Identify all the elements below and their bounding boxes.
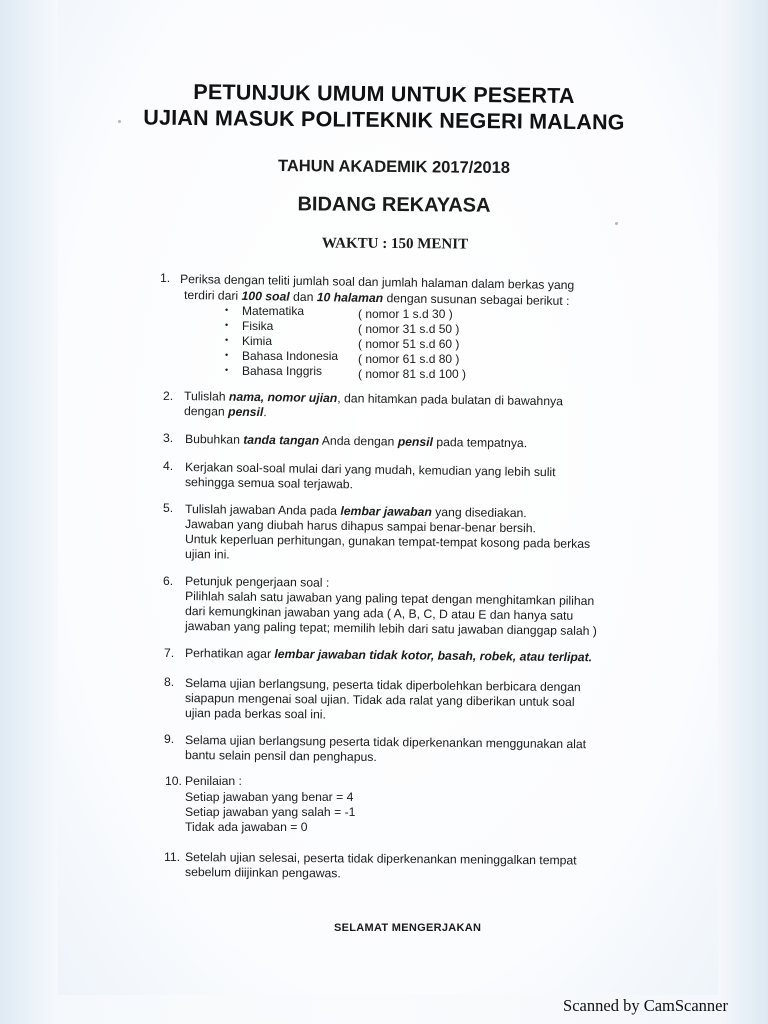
item-5-line4: ujian ini. (184, 547, 230, 562)
bullet-icon: • (225, 320, 229, 330)
item-5-line2: Jawaban yang diubah harus dihapus sampai benar-benar bersih. (184, 517, 537, 536)
item-10-line4: Tidak ada jawaban = 0 (185, 820, 308, 834)
item-9-line1: Selama ujian berlangsung peserta tidak diperkenankan menggunakan alat (184, 733, 587, 752)
item-10-line2: Setiap jawaban yang benar = 4 (185, 790, 354, 804)
subject-range: ( nomor 51 s.d 60 ) (358, 337, 460, 351)
item-number: 8. (164, 675, 175, 689)
item-number: 2. (163, 389, 174, 403)
subject-range: ( nomor 81 s.d 100 ) (358, 367, 467, 381)
bullet-icon: • (225, 335, 229, 345)
exam-duration: WAKTU : 150 MENIT (321, 235, 469, 253)
subject-range: ( nomor 31 s.d 50 ) (358, 322, 460, 336)
item-number: 4. (163, 459, 174, 473)
bullet-icon: • (225, 305, 229, 315)
item-2-line2: dengan pensil. (183, 404, 267, 420)
item-1-line2: terdiri dari 100 soal dan 10 halaman dengan susunan sebagai berikut : (183, 288, 570, 309)
subject-name: Bahasa Inggris (242, 364, 323, 378)
item-number: 5. (163, 501, 174, 515)
document-title-line2: UJIAN MASUK POLITEKNIK NEGERI MALANG (143, 105, 625, 135)
bullet-icon: • (225, 365, 229, 375)
subject-name: Kimia (242, 334, 273, 348)
item-8-line3: ujian pada berkas soal ini. (184, 706, 327, 722)
subject-name: Matematika (242, 304, 305, 318)
item-10-line1: Penilaian : (185, 774, 242, 788)
item-11-line1: Setelah ujian selesai, peserta tidak diperkenankan meninggalkan tempat (184, 850, 577, 868)
field-heading: BIDANG REKAYASA (297, 193, 491, 217)
item-3-line1: Bubuhkan tanda tangan Anda dengan pensil pada tempatnya. (184, 432, 528, 451)
subject-range: ( nomor 1 s.d 30 ) (358, 307, 453, 321)
item-6-line1: Petunjuk pengerjaan soal : (184, 574, 330, 590)
item-number: 3. (163, 431, 174, 445)
subject-range: ( nomor 61 s.d 80 ) (358, 352, 460, 366)
item-5-line3: Untuk keperluan perhitungan, gunakan tempat-tempat kosong pada berkas (184, 532, 591, 551)
subject-name: Fisika (242, 319, 274, 333)
item-11-line2: sebelum diijinkan pengawas. (184, 865, 341, 881)
item-number: 6. (163, 574, 174, 588)
item-number: 10. (165, 774, 182, 788)
item-number: 11. (164, 850, 181, 864)
academic-year: TAHUN AKADEMIK 2017/2018 (277, 156, 511, 178)
item-4-line1: Kerjakan soal-soal mulai dari yang mudah, kemudian yang lebih sulit (184, 460, 556, 480)
item-6-line4: jawaban yang paling tepat; memilih lebih dari satu jawaban dianggap salah ) (184, 619, 598, 639)
item-5-line1: Tulislah jawaban Anda pada lembar jawaban yang disediakan. (184, 502, 527, 521)
item-number: 9. (164, 732, 175, 746)
item-7-line1: Perhatikan agar lembar jawaban tidak kotor, basah, robek, atau terlipat. (184, 646, 593, 665)
item-1-line1: Periksa dengan teliti jumlah soal dan jumlah halaman dalam berkas yang (179, 272, 575, 293)
paper-sheet (58, 0, 718, 995)
bullet-icon: • (225, 350, 229, 360)
item-9-line2: bantu selain pensil dan penghapus. (184, 748, 377, 765)
item-2-line1: Tulislah nama, nomor ujian, dan hitamkan pada bulatan di bawahnya (183, 389, 564, 409)
scanner-watermark: Scanned by CamScanner (563, 996, 728, 1015)
item-8-line2: siapapun mengenai soal ujian. Tidak ada ralat yang diberikan untuk soal (184, 691, 575, 710)
item-6-line2: Pilihlah salah satu jawaban yang paling tepat dengan menghitamkan pilihan (184, 589, 595, 608)
closing-message: SELAMAT MENGERJAKAN (334, 922, 482, 934)
item-10-line3: Setiap jawaban yang salah = -1 (185, 805, 356, 819)
item-6-line3: dari kemungkinan jawaban yang ada ( A, B, C, D atau E dan hanya satu (184, 604, 574, 623)
item-8-line1: Selama ujian berlangsung, peserta tidak diperbolehkan berbicara dengan (184, 676, 581, 695)
document-title-line1: PETUNJUK UMUM UNTUK PESERTA (193, 80, 575, 108)
item-4-line2: sehingga semua soal terjawab. (184, 475, 354, 492)
item-number: 1. (160, 271, 171, 285)
item-number: 7. (164, 646, 175, 660)
scan-speck (615, 222, 618, 225)
subject-name: Bahasa Indonesia (242, 349, 339, 363)
